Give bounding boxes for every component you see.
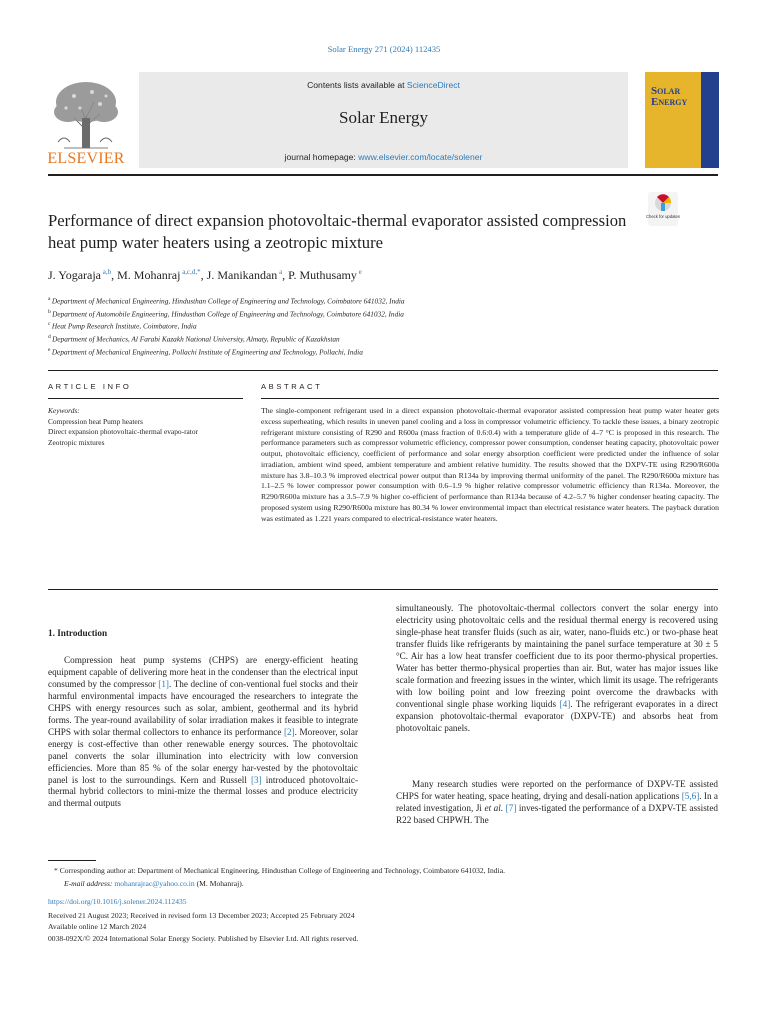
available-online-date: Available online 12 March 2024 xyxy=(48,922,147,931)
sciencedirect-link[interactable]: ScienceDirect xyxy=(406,80,460,90)
cover-title: Solar Energy xyxy=(651,85,688,108)
keyword: Compression heat Pump heaters xyxy=(48,417,144,426)
body-text-run: . The decline of con-ventional fuel stocks and their harmful environmental impacts have encouraged the researchers to integrate the CHPS with energy resources such as solar, ambient, geothermal and its hybrid forms. The year-round availability of solar irradiation makes it feasible to integrate CHPS with solar thermal collectors to enhance its performance xyxy=(48,678,358,737)
body-text-run: et al. xyxy=(484,802,504,813)
reference-link[interactable]: [5,6] xyxy=(681,790,700,801)
email-label: E-mail address: xyxy=(64,879,115,888)
reference-link[interactable]: [1] xyxy=(158,678,169,689)
email-link[interactable]: mohanrajrac@yahoo.co.in xyxy=(114,879,195,888)
affiliation-key: b xyxy=(48,308,53,315)
author-affiliation-marker[interactable]: a,c,d,* xyxy=(180,268,201,276)
affiliation-key: c xyxy=(48,321,52,328)
body-column-right-para2 xyxy=(396,779,718,827)
affiliation-key: a xyxy=(48,296,52,302)
crossmark-icon[interactable] xyxy=(648,192,678,226)
reference-link[interactable]: [4] xyxy=(559,698,571,709)
keywords-list xyxy=(48,417,228,448)
article-info-rule xyxy=(48,398,243,399)
journal-homepage-line xyxy=(139,152,628,162)
body-text-run: introduced photovoltaic-thermal hybrid collectors to mini-mize the thermal losses and produce electricity and thermal outputs xyxy=(48,774,358,809)
crossmark-label: Check for updates xyxy=(646,214,680,219)
affiliation-text: Department of Mechanical Engineering, Pollachi Institute of Engineering and Technology, Pollachi, India xyxy=(51,346,363,356)
author-name[interactable]: P. Muthusamy xyxy=(288,268,357,282)
copyright-line: 0038-092X/© 2024 International Solar Energy Society. Published by Elsevier Ltd. All rights reserved. xyxy=(48,934,359,943)
author-affiliation-marker[interactable]: a,b xyxy=(101,268,112,276)
doi-link[interactable]: https://doi.org/10.1016/j.solener.2024.112435 xyxy=(48,897,187,906)
reference-link[interactable]: [2] xyxy=(283,726,295,737)
author-name[interactable]: J. Manikandan xyxy=(206,268,278,282)
keyword: Zeotropic mixtures xyxy=(48,437,105,447)
affiliation-item xyxy=(48,294,718,307)
abstract-text: The single-component refrigerant used in a direct expansion photovoltaic-thermal evaporator assisted compression heat pump water heater gets excess superheating, which results in uneven panel cooling and a loss in compressor volumetric efficiency. To tackle these issues, a binary zeotropic refrigerant mixture consisting of R290 and R600a (mass fraction of 0.6:0.4) with a temperature glide of 4–7 °C is proposed in this research. The performance parameters such as compressor volumetric efficiency, compressor power consumption, condenser heating capacity, photovoltaic power output, photovoltaic efficiency, coefficient of performance and solar energy absorption coefficient were predicted under the influence of solar irradiation, ambient wind speed, ambient temperature and ambient relative humidity. The results showed that the DXPV-TE using R290/R600a mixture has 3.8–10.3 % improved electrical power output than R134a by improving thermal uniformity of the panel. The R290/R600a mixture has 1.1–2.5 % lower compressor power consumption with 0.6–1.9 % higher relative compressor volumetric efficiency than R134a. Moreover, the R290/R600a mixture has a 3.5–7.9 % higher co-efficient of performance than R134a because of 4.2–5.7 % higher condenser heating capacity. The proposed system using R290/R600a mixture has 80.34 % lower environmental impact than electrical resistance water heaters. The payback duration was estimated as 1.221 years compared to electrical-resistance water heaters. xyxy=(261,406,719,523)
journal-cover[interactable] xyxy=(645,72,719,168)
journal-title: Solar Energy xyxy=(339,108,428,127)
contents-prefix: Contents lists available at xyxy=(307,80,407,90)
homepage-prefix: journal homepage: xyxy=(284,152,359,162)
abstract-heading: ABSTRACT xyxy=(261,382,323,391)
email-note xyxy=(64,878,724,889)
publisher-logo-text: ELSEVIER xyxy=(47,150,125,167)
abstract-rule xyxy=(261,398,719,399)
affiliation-text: Department of Mechanics, Al Farabi Kazakh National University, Almaty, Republic of Kazakhstan xyxy=(52,334,340,344)
affiliation-item xyxy=(48,307,718,320)
affiliation-key: e xyxy=(48,346,52,353)
email-suffix: (M. Mohanraj). xyxy=(194,879,244,888)
body-text-run: inves-tigated the performance of a DXPV-TE assisted R22 based CHPWH. The xyxy=(396,802,719,825)
corresponding-author-text: Corresponding author at: Department of Mechanical Engineering, Hindusthan College of Engineering and Technology, Coimbatore 641032, India. xyxy=(59,866,505,875)
body-text-run: Compression heat pump systems (CHPS) are energy-efficient heating equipment capable of delivering more heat in the condenser than the electrical input consumed by the compressor xyxy=(48,655,358,689)
journal-citation[interactable]: Solar Energy 271 (2024) 112435 xyxy=(327,44,441,54)
affiliation-item xyxy=(48,332,718,345)
keywords-label: Keywords: xyxy=(48,406,80,415)
body-column-right-para1 xyxy=(396,603,718,734)
keyword: Direct expansion photovoltaic-thermal evapo-rator xyxy=(48,427,199,437)
reference-link[interactable]: [7] xyxy=(505,802,517,813)
header-rule xyxy=(48,174,718,176)
contents-availability-line xyxy=(139,80,628,90)
received-dates: Received 21 August 2023; Received in revised form 13 December 2023; Accepted 25 February 2024 xyxy=(48,911,355,920)
body-text-run: . In a related investigation, Ji xyxy=(396,790,719,813)
affiliation-list xyxy=(48,294,718,357)
author-name[interactable]: J. Yogaraja xyxy=(48,268,101,282)
author-affiliation-marker[interactable]: a xyxy=(277,268,283,276)
author-list: J. Yogaraja $^{a,b}$, M. Mohanraj $^{a,c,d,*}$, J. Manikandan $^a$, P. Muthusamy $^e$ xyxy=(48,268,362,282)
footnote-star: * xyxy=(54,866,60,875)
author-name[interactable]: M. Mohanraj xyxy=(117,268,181,282)
affiliation-rule xyxy=(48,370,718,371)
affiliation-item xyxy=(48,345,718,358)
article-info-heading: ARTICLE INFO xyxy=(48,382,132,391)
body-text-run: . Moreover, solar energy is cost-effective than other renewable energy sources. The photovoltaic panel converts the solar illumination into electricity with low conversion efficiencies. More than 85 % of the solar energy har-vested by the photovoltaic panel is lost to the surroundings. Kern and Russell xyxy=(48,726,358,785)
footnote-rule xyxy=(48,860,96,861)
section-heading-introduction: 1. Introduction xyxy=(48,628,108,638)
paper-title: Performance of direct expansion photovoltaic-thermal evaporator assisted compression heat pump water heaters using a zeotropic mixture xyxy=(48,211,627,252)
body-column-left xyxy=(48,655,358,810)
affiliation-key: d xyxy=(48,333,53,340)
affiliation-text: Department of Automobile Engineering, Hindusthan College of Engineering and Technology, Coimbatore 641032, India xyxy=(52,309,404,319)
body-text-run: Many research studies were reported on the performance of DXPV-TE assisted CHPS for water heating, space heating, drying and desali-nation applications xyxy=(396,779,718,801)
abstract-bottom-rule xyxy=(48,589,718,590)
corresponding-author-note xyxy=(54,865,714,876)
reference-link[interactable]: [3] xyxy=(250,774,262,785)
author-affiliation-marker[interactable]: e xyxy=(356,268,362,276)
body-text-run: . The refrigerant evaporates in a direct expansion photovoltaic-thermal evaporator (DXPV-TE) and absorbs heat from photovoltaic panels. xyxy=(396,698,718,733)
journal-homepage-link[interactable]: www.elsevier.com/locate/solener xyxy=(358,152,483,162)
affiliation-item xyxy=(48,319,718,332)
body-text-run: simultaneously. The photovoltaic-thermal collectors convert the solar energy into electricity using photovoltaic cells and the residual thermal energy is recovered using single-phase heat transfer fluids (such as air, water, nano-fluids etc.) or two-phase heat transfer fluids like refrigerants by maintaining the panel surface temperature at 30 ± 5 °C. Air has a low heat transfer coefficient due to its poor thermo-physical properties. Water has better thermo-physical properties than air. But, water has major issues like scale formation and freezing issues in the winter, which limit its usage. The refrigerants with low boiling point and low freezing point overcome the drawbacks with conventional single phase working liquids xyxy=(396,603,718,709)
affiliation-text: Department of Mechanical Engineering, Hindusthan College of Engineering and Technology, Coimbatore 641032, India xyxy=(51,296,405,306)
affiliation-text: Heat Pump Research Institute, Coimbatore, India xyxy=(51,321,197,331)
